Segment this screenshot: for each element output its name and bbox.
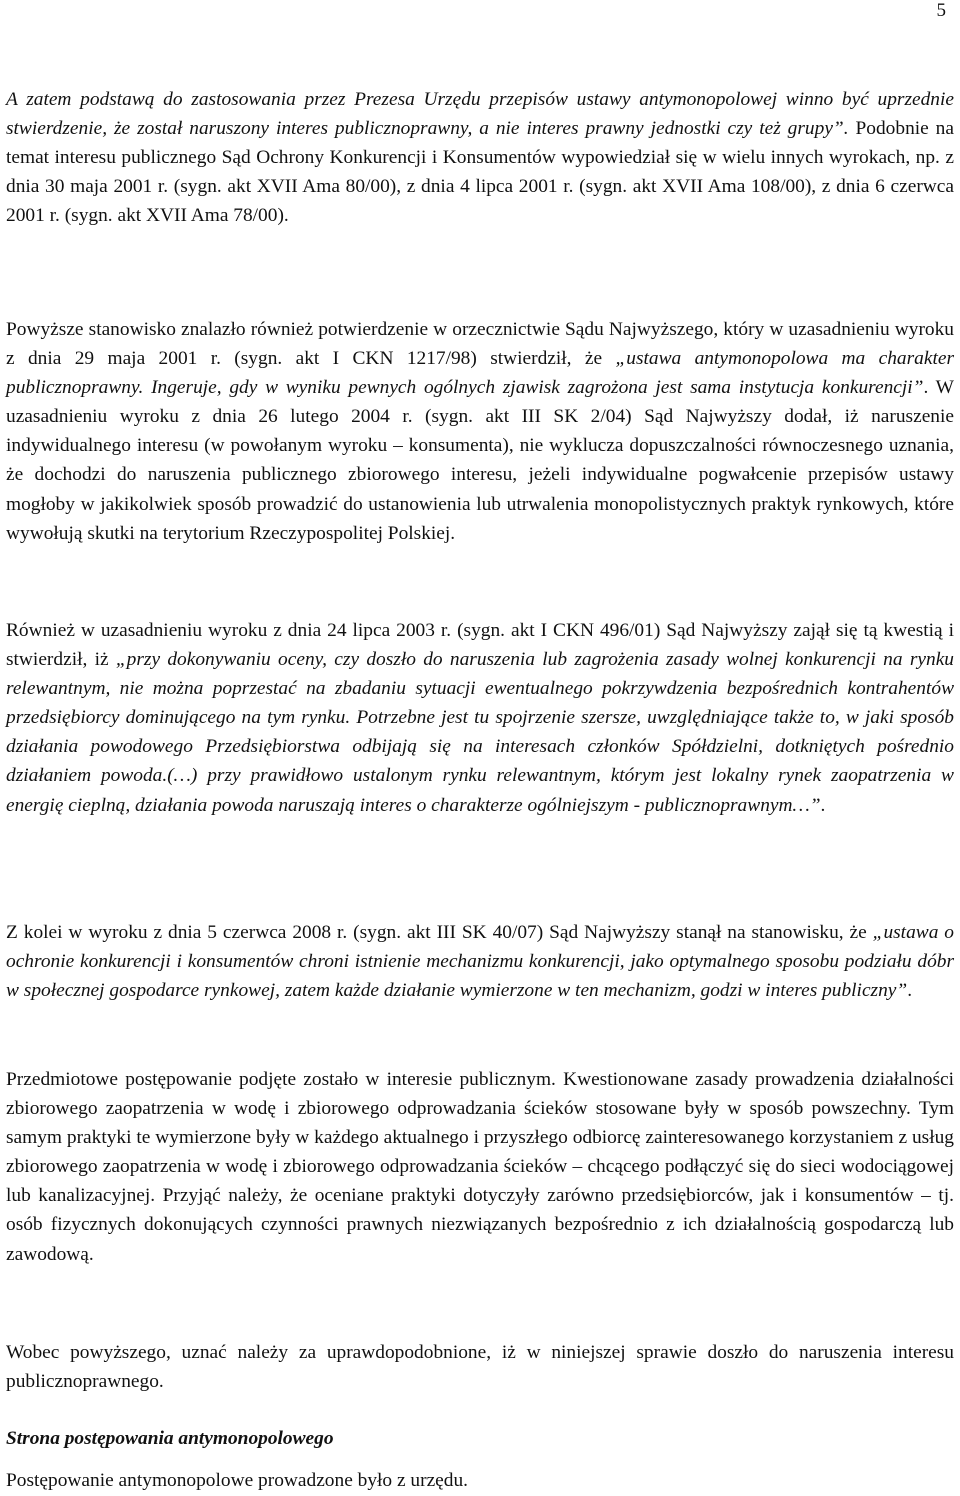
page-number: 5: [936, 0, 946, 21]
paragraph-3: [6, 616, 954, 820]
paragraph-4: [6, 918, 954, 1005]
quote-text: A zatem podstawą do zastosowania przez Prezesa Urzędu przepisów ustawy antymonopolowej winno być uprzednie stwierdzenie, że został naruszony interes publicznoprawny, a nie interes prawny jednostki czy też grupy”.: [6, 89, 954, 140]
paragraph-2: [6, 315, 954, 548]
paragraph-text: Z kolei w wyroku z dnia 5 czerwca 2008 r. (sygn. akt III SK 40/07) Sąd Najwyższy stanął na stanowisku, że: [6, 922, 873, 943]
section-heading: Strona postępowania antymonopolowego: [6, 1428, 334, 1449]
paragraph-text: .: [820, 794, 826, 816]
paragraph-1: [6, 85, 954, 230]
paragraph-text: .: [907, 980, 913, 1002]
paragraph-text: Podobnie na temat interesu publicznego Sąd Ochrony Konkurencji i Konsumentów wypowiedział się w wielu innych wyrokach, np. z dnia 30 maja 2001 r. (sygn. akt XVII Ama 80/00), z dnia 4 lipca 2001 r. (sygn. akt XVII Ama 108/00), z dnia 6 czerwca 2001 r. (sygn. akt XVII Ama 78/00).: [6, 118, 954, 227]
paragraph-6: Wobec powyższego, uznać należy za uprawdopodobnione, iż w niniejszej sprawie doszło do naruszenia interesu publicznoprawnego.: [6, 1342, 954, 1393]
paragraph-text: Również w uzasadnieniu wyroku z dnia 24 lipca 2003 r. (sygn. akt I CKN 496/01) Sąd Najwyższy zajął się tą kwestią i stwierdził, iż: [6, 620, 954, 671]
quote-text: „ustawa antymonopolowa ma charakter publicznoprawny. Ingeruje, gdy w wyniku pewnych ogólnych zjawisk zagrożona jest sama instytucja konkurencji”: [6, 348, 954, 399]
paragraph-8: Postępowanie antymonopolowe prowadzone było z urzędu.: [6, 1470, 469, 1491]
quote-text: „przy dokonywaniu oceny, czy doszło do naruszenia lub zagrożenia zasady wolnej konkurencji na rynku relewantnym, nie można poprzestać na zbadaniu sytuacji ewentualnego pokrzywdzenia bezpośrednich kontrahentów przedsiębiorcy dominującego na tym rynku. Potrzebne jest tu spojrzenie szersze, uwzględniające także to, w jaki sposób działania powodowego Przedsiębiorstwa odbijają się na interesach członków Spółdzielni, dotkniętych pośrednio działaniem powoda.(…) przy prawidłowo ustalonym rynku relewantnym, którym jest lokalny rynek zaopatrzenia w energię cieplną, działania powoda naruszają interes o charakterze ogólniejszym - publicznoprawnym…”: [6, 649, 954, 816]
paragraph-5: Przedmiotowe postępowanie podjęte zostało w interesie publicznym. Kwestionowane zasady prowadzenia działalności zbiorowego zaopatrzenia w wodę i zbiorowego odprowadzania ścieków stosowane były w sposób powszechny. Tym samym praktyki te wymierzone były w każdego aktualnego i przyszłego odbiorcę zainteresowanego korzystaniem z usług zbiorowego zaopatrzenia w wodę i zbiorowego odprowadzania ścieków – chcącego podłączyć się do sieci wodociągowej lub kanalizacyjnej. Przyjąć należy, że oceniane praktyki dotyczyły zarówno przedsiębiorców, jak i konsumentów – tj. osób fizycznych dokonujących czynności prawnych niezwiązanych bezpośrednio z ich działalnością gospodarczą lub zawodową.: [6, 1069, 954, 1265]
paragraph-text: Powyższe stanowisko znalazło również potwierdzenie w orzecznictwie Sądu Najwyższego, który w uzasadnieniu wyroku z dnia 29 maja 2001 r. (sygn. akt I CKN 1217/98) stwierdził, że: [6, 319, 954, 370]
quote-text: „ustawa o ochronie konkurencji i konsumentów chroni istnienie mechanizmu konkurencji, jako optymalnego sposobu podziału dóbr w społecznej gospodarce rynkowej, zatem każde działanie wymierzone w ten mechanizm, godzi w interes publiczny”: [6, 922, 954, 1002]
paragraph-text: . W uzasadnieniu wyroku z dnia 26 lutego 2004 r. (sygn. akt III SK 2/04) Sąd Najwyższy dodał, iż naruszenie indywidualnego interesu (w powołanym wyroku – konsumenta), nie wyklucza dopuszczalności równoczesnego uznania, że dochodzi do naruszenia publicznego zbiorowego interesu, jeżeli indywidualne pogwałcenie przepisów ustawy mogłoby w jakikolwiek sposób prowadzić do ustanowienia lub utrwalenia monopolistycznych praktyk rynkowych, które wywołują skutki na terytorium Rzeczypospolitej Polskiej.: [6, 377, 954, 544]
